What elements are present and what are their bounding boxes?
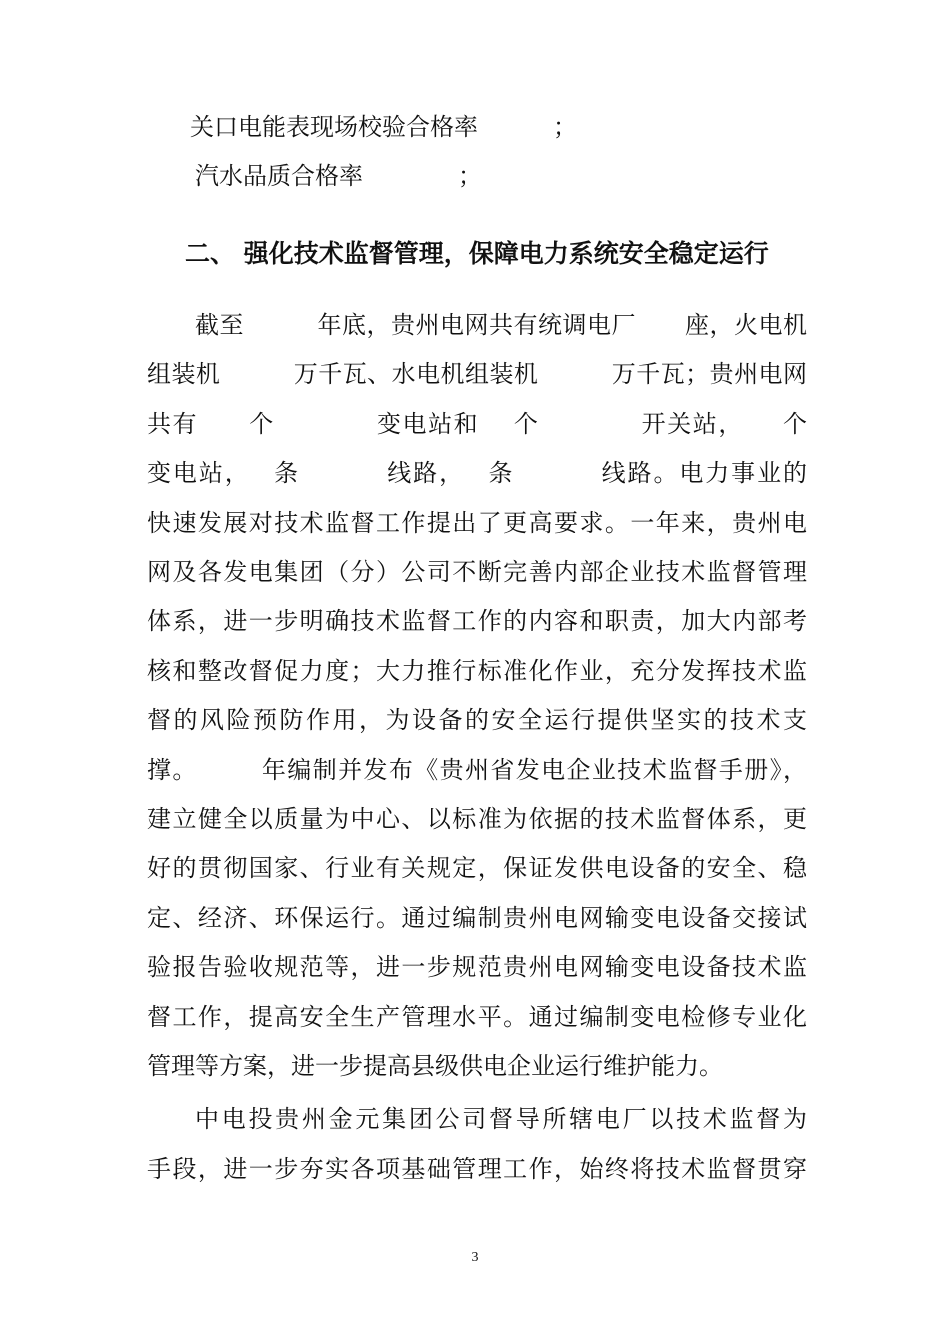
item-label-meter-calibration: 关口电能表现场校验合格率 (190, 113, 478, 141)
text-line: 定、经济、环保运行。通过编制贵州电网输变电设备交接试 (147, 903, 807, 932)
text-line: 截至 年底，贵州电网共有统调电厂 座，火电机 (195, 311, 807, 339)
text-line: 组装机 万千瓦、水电机组装机 万千瓦；贵州电网 (147, 360, 807, 389)
text-line: 快速发展对技术监督工作提出了更高要求。一年来，贵州电 (147, 508, 807, 537)
text-line: 体系，进一步明确技术监督工作的内容和职责，加大内部考 (147, 607, 807, 636)
text-line: 核和整改督促力度；大力推行标准化作业，充分发挥技术监 (147, 656, 807, 685)
text-line: 管理等方案，进一步提高县级供电企业运行维护能力。 (147, 1052, 723, 1080)
text-line: 撑。 年编制并发布《贵州省发电企业技术监督手册》， (147, 755, 807, 784)
text-line: 好的贯彻国家、行业有关规定，保证发供电设备的安全、稳 (147, 854, 807, 883)
item-label-water-steam-quality: 汽水品质合格率 (195, 162, 363, 190)
text-line: 手段，进一步夯实各项基础管理工作，始终将技术监督贯穿 (147, 1154, 807, 1183)
text-line: 督的风险预防作用，为设备的安全运行提供坚实的技术支 (147, 706, 807, 735)
text-line: 中电投贵州金元集团公司督导所辖电厂以技术监督为 (195, 1105, 807, 1133)
item-end-water-steam-quality: ； (458, 162, 482, 190)
text-line: 建立健全以质量为中心、以标准为依据的技术监督体系，更 (147, 805, 807, 833)
page-number: 3 (471, 1250, 479, 1265)
text-line: 变电站， 条 线路， 条 线路。电力事业的 (147, 459, 807, 488)
text-line: 网及各发电集团（分）公司不断完善内部企业技术监督管理 (147, 558, 807, 586)
text-line: 督工作，提高安全生产管理水平。通过编制变电检修专业化 (147, 1002, 807, 1031)
text-line: 共有 个 变电站和 个 开关站， 个 (147, 409, 807, 438)
item-end-meter-calibration: ； (553, 113, 577, 141)
text-line: 验报告验收规范等，进一步规范贵州电网输变电设备技术监 (147, 953, 807, 982)
section-heading: 二、 强化技术监督管理，保障电力系统安全稳定运行 (185, 239, 769, 268)
